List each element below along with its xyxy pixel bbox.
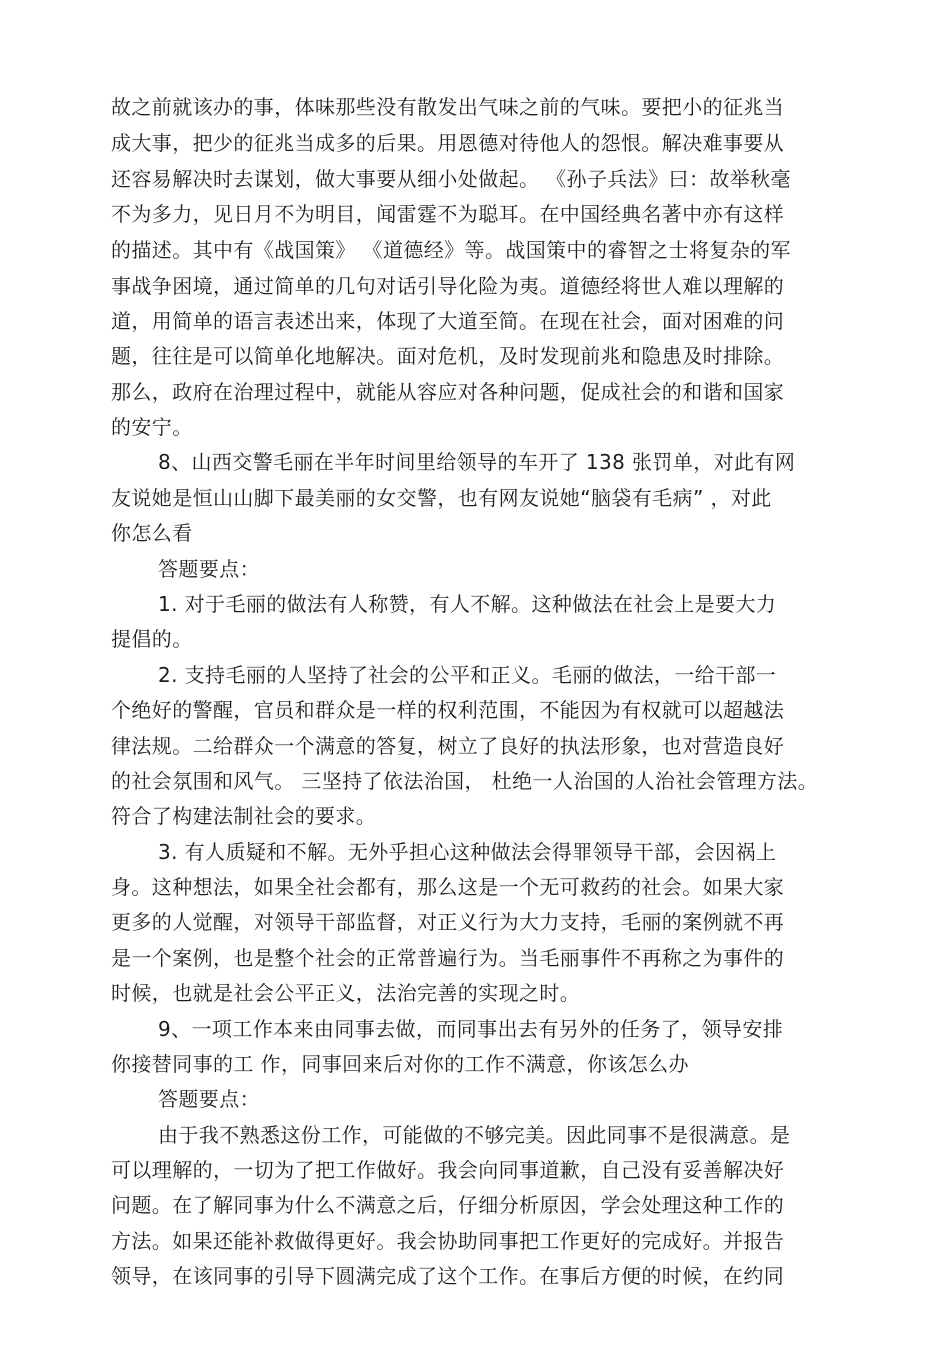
text-line: 方法。如果还能补救做得更好。我会协助同事把工作更好的完成好。并报告 xyxy=(111,1229,785,1253)
text-line: 成大事，把少的征兆当成多的后果。用恩德对待他人的怨恨。解决难事要从 xyxy=(111,131,785,155)
answer-paragraph: 由于我不熟悉这份工作，可能做的不够完美。因此同事不是很满意。是 xyxy=(158,1123,791,1147)
text-line: 更多的人觉醒，对领导干部监督，对正义行为大力支持，毛丽的案例就不再 xyxy=(111,910,785,934)
answer-heading: 答题要点： xyxy=(158,557,260,581)
question-9: 9、一项工作本来由同事去做，而同事出去有另外的任务了，领导安排 xyxy=(158,1017,784,1041)
answer-point-3: 3. 有人质疑和不解。无外乎担心这种做法会得罪领导干部，会因祸上 xyxy=(158,840,777,864)
text-line: 身。这种想法，如果全社会都有，那么这是一个无可救药的社会。如果大家 xyxy=(111,875,785,899)
text-line: 是一个案例，也是整个社会的正常普遍行为。当毛丽事件不再称之为事件的 xyxy=(111,946,785,970)
text-line: 领导，在该同事的引导下圆满完成了这个工作。在事后方便的时候，在约同 xyxy=(111,1264,785,1288)
answer-point-1: 1. 对于毛丽的做法有人称赞，有人不解。这种做法在社会上是要大力 xyxy=(158,592,777,616)
text-line: 问题。在了解同事为什么不满意之后，仔细分析原因，学会处理这种工作的 xyxy=(111,1193,785,1217)
text-line: 事战争困境，通过简单的几句对话引导化险为夷。道德经将世人难以理解的 xyxy=(111,274,785,298)
text-line: 故之前就该办的事，体味那些没有散发出气味之前的气味。要把小的征兆当 xyxy=(111,95,785,119)
text-line: 你接替同事的工 作，同事回来后对你的工作不满意，你该怎么办 xyxy=(111,1052,689,1076)
text-line: 个绝好的警醒，官员和群众是一样的权利范围，不能因为有权就可以超越法 xyxy=(111,698,785,722)
text-line: 时候，也就是社会公平正义，法治完善的实现之时。 xyxy=(111,981,581,1005)
text-line: 你怎么看 xyxy=(111,521,193,545)
text-line: 友说她是恒山山脚下最美丽的女交警，也有网友说她“脑袋有毛病” ，对此 xyxy=(111,486,772,510)
text-line: 的描述。其中有《战国策》 《道德经》等。战国策中的睿智之士将复杂的军 xyxy=(111,238,791,262)
text-line: 还容易解决时去谋划，做大事要从细小处做起。 《孙子兵法》曰：故举秋毫 xyxy=(111,167,791,191)
answer-heading: 答题要点： xyxy=(158,1087,260,1111)
text-line: 提倡的。 xyxy=(111,627,193,651)
text-line: 那么，政府在治理过程中，就能从容应对各种问题，促成社会的和谐和国家 xyxy=(111,380,785,404)
text-line: 可以理解的，一切为了把工作做好。我会向同事道歉，自己没有妥善解决好 xyxy=(111,1158,785,1182)
text-line: 道，用简单的语言表述出来，体现了大道至简。在现在社会，面对困难的问 xyxy=(111,309,785,333)
text-line: 题，往往是可以简单化地解决。面对危机，及时发现前兆和隐患及时排除。 xyxy=(111,344,785,368)
answer-point-2: 2. 支持毛丽的人坚持了社会的公平和正义。毛丽的做法，一给干部一 xyxy=(158,663,777,687)
text-line: 的安宁。 xyxy=(111,415,193,439)
text-line: 律法规。二给群众一个满意的答复，树立了良好的执法形象，也对营造良好 xyxy=(111,734,785,758)
question-8: 8、山西交警毛丽在半年时间里给领导的车开了 138 张罚单，对此有网 xyxy=(158,450,796,474)
text-line: 不为多力，见日月不为明目，闻雷霆不为聪耳。在中国经典名著中亦有这样 xyxy=(111,202,785,226)
text-line: 符合了构建法制社会的要求。 xyxy=(111,804,377,828)
text-line: 的社会氛围和风气。 三坚持了依法治国， 杜绝一人治国的人治社会管理方法。 xyxy=(111,769,819,793)
